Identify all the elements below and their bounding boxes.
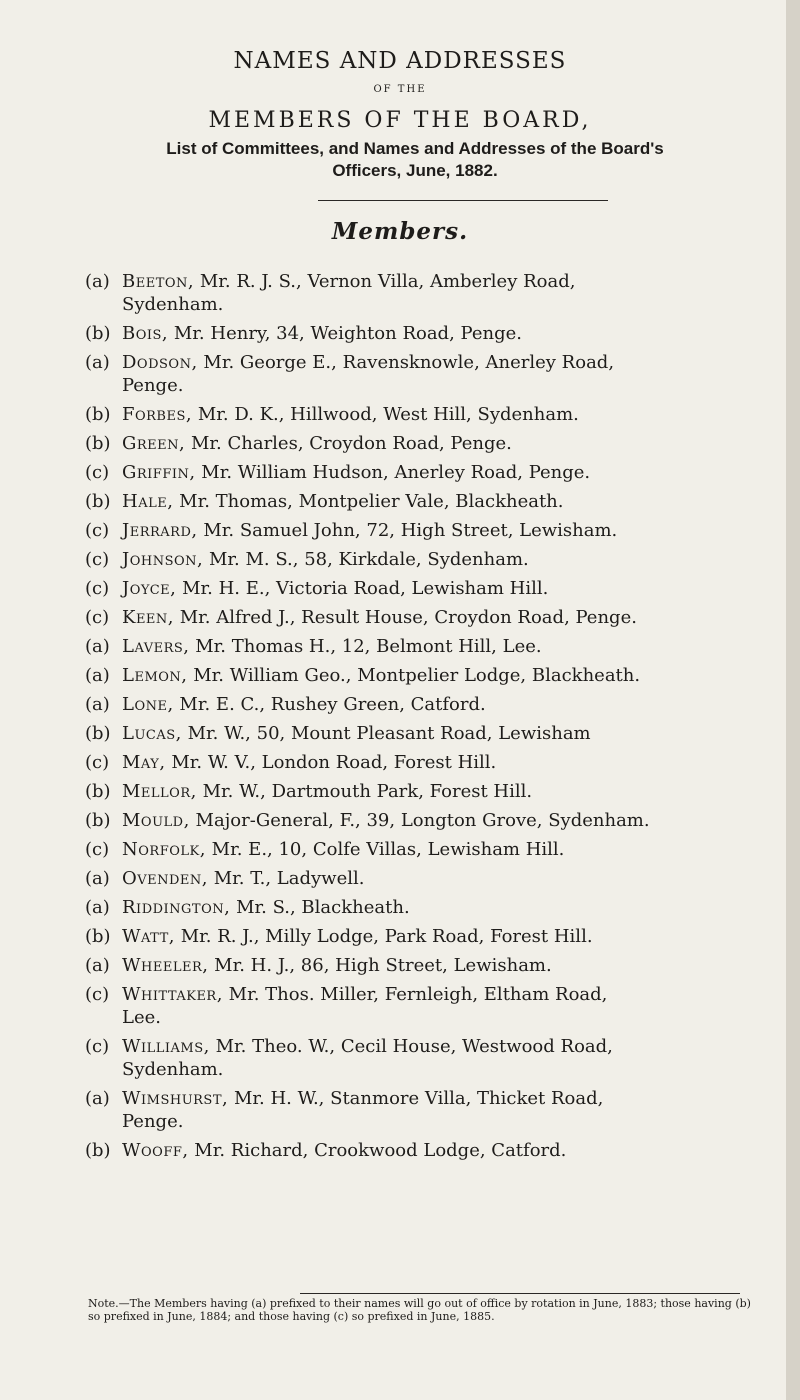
member-surname: Lucas, — [122, 723, 182, 744]
of-the-label: OF THE — [373, 84, 427, 95]
member-surname: Green, — [122, 433, 186, 454]
member-details: Mr. T., Ladywell. — [208, 868, 365, 889]
list-item — [85, 606, 765, 629]
member-details: Mr. Richard, Crookwood Lodge, Catford. — [188, 1140, 567, 1161]
member-surname: Dodson, — [122, 352, 198, 373]
list-item — [85, 1087, 765, 1133]
member-surname: Hale, — [122, 491, 174, 512]
committee-tag: (a) — [85, 271, 110, 292]
member-details: Mr. W., 50, Mount Pleasant Road, Lewisham — [181, 723, 591, 744]
member-details: Mr. M. S., 58, Kirkdale, Sydenham. — [203, 549, 529, 570]
member-surname: Joyce, — [122, 578, 177, 599]
member-surname: Ovenden, — [122, 868, 209, 889]
member-details: Mr. E., 10, Colfe Villas, Lewisham Hill. — [205, 839, 565, 860]
member-surname: Bois, — [122, 323, 169, 344]
list-item — [85, 490, 765, 513]
subtitle — [70, 138, 760, 182]
member-details: Mr. D. K., Hillwood, West Hill, Sydenham. — [192, 404, 579, 425]
list-item — [85, 351, 765, 397]
list-item — [85, 270, 765, 316]
member-address-continuation: Sydenham. — [122, 294, 224, 315]
committee-tag: (a) — [85, 694, 110, 715]
list-item — [85, 838, 765, 861]
committee-tag: (c) — [85, 984, 110, 1005]
member-details: Mr. R. J. S., Vernon Villa, Amberley Road, — [194, 271, 576, 292]
committee-tag: (b) — [85, 433, 111, 454]
list-item — [85, 925, 765, 948]
member-details: Mr. S., Blackheath. — [230, 897, 410, 918]
member-details: Mr. Thomas, Montpelier Vale, Blackheath. — [173, 491, 564, 512]
member-surname: May, — [122, 752, 166, 773]
list-item — [85, 896, 765, 919]
committee-tag: (b) — [85, 323, 111, 344]
committee-tag: (c) — [85, 462, 110, 483]
member-surname: Riddington, — [122, 897, 231, 918]
member-details: Mr. Theo. W., Cecil House, Westwood Road, — [209, 1036, 613, 1057]
member-surname: Whittaker, — [122, 984, 223, 1005]
list-item — [85, 954, 765, 977]
member-details: Major-General, F., 39, Longton Grove, Sydenham. — [189, 810, 650, 831]
list-item — [85, 519, 765, 542]
member-surname: Lavers, — [122, 636, 190, 657]
committee-tag: (a) — [85, 665, 110, 686]
member-details: Mr. H. W., Stanmore Villa, Thicket Road, — [228, 1088, 604, 1109]
committee-tag: (c) — [85, 607, 110, 628]
committee-tag: (a) — [85, 868, 110, 889]
member-details: Mr. William Geo., Montpelier Lodge, Blackheath. — [187, 665, 641, 686]
member-details: Mr. W., Dartmouth Park, Forest Hill. — [196, 781, 533, 802]
member-details: Mr. Charles, Croydon Road, Penge. — [185, 433, 512, 454]
committee-tag: (c) — [85, 839, 110, 860]
member-details: Mr. E. C., Rushey Green, Catford. — [173, 694, 486, 715]
member-address-continuation: Lee. — [122, 1007, 161, 1028]
member-details: Mr. Alfred J., Result House, Croydon Road, Penge. — [174, 607, 637, 628]
committee-tag: (a) — [85, 636, 110, 657]
subtitle-line-1: List of Committees, and Names and Addresses of the Board's — [166, 139, 664, 158]
member-surname: Keen, — [122, 607, 175, 628]
member-address-continuation: Sydenham. — [122, 1059, 224, 1080]
member-surname: Jerrard, — [122, 520, 198, 541]
board-title: MEMBERS OF THE BOARD, — [208, 108, 592, 133]
member-details: Mr. W. V., London Road, Forest Hill. — [165, 752, 497, 773]
committee-tag: (a) — [85, 955, 110, 976]
member-details: Mr. Thos. Miller, Fernleigh, Eltham Road, — [222, 984, 608, 1005]
subtitle-line-2: Officers, June, 1882. — [332, 161, 498, 180]
committee-tag: (b) — [85, 491, 111, 512]
list-item — [85, 722, 765, 745]
committee-tag: (c) — [85, 578, 110, 599]
committee-tag: (c) — [85, 1036, 110, 1057]
list-item — [85, 1139, 765, 1162]
committee-tag: (a) — [85, 897, 110, 918]
list-item — [85, 780, 765, 803]
committee-tag: (b) — [85, 404, 111, 425]
page-title: NAMES AND ADDRESSES — [233, 48, 567, 74]
member-details: Mr. William Hudson, Anerley Road, Penge. — [195, 462, 591, 483]
member-surname: Forbes, — [122, 404, 193, 425]
list-item — [85, 693, 765, 716]
member-details: Mr. Samuel John, 72, High Street, Lewisham. — [197, 520, 618, 541]
list-item — [85, 635, 765, 658]
list-item — [85, 664, 765, 687]
member-address-continuation: Penge. — [122, 1111, 184, 1132]
member-surname: Watt, — [122, 926, 175, 947]
list-item — [85, 809, 765, 832]
list-item — [85, 577, 765, 600]
member-surname: Lemon, — [122, 665, 188, 686]
member-surname: Beeton, — [122, 271, 195, 292]
member-surname: Williams, — [122, 1036, 210, 1057]
list-item — [85, 1035, 765, 1081]
member-surname: Mould, — [122, 810, 190, 831]
member-surname: Johnson, — [122, 549, 204, 570]
list-item — [85, 983, 765, 1029]
list-item — [85, 432, 765, 455]
members-list — [85, 270, 765, 1168]
member-surname: Lone, — [122, 694, 174, 715]
page-edge — [786, 0, 800, 1400]
committee-tag: (b) — [85, 781, 111, 802]
member-surname: Wimshurst, — [122, 1088, 229, 1109]
committee-tag: (a) — [85, 1088, 110, 1109]
committee-tag: (a) — [85, 352, 110, 373]
committee-tag: (b) — [85, 810, 111, 831]
list-item — [85, 461, 765, 484]
committee-tag: (c) — [85, 549, 110, 570]
list-item — [85, 403, 765, 426]
section-heading: Members. — [331, 218, 469, 245]
member-surname: Norfolk, — [122, 839, 206, 860]
member-address-continuation: Penge. — [122, 375, 184, 396]
title-divider — [318, 200, 608, 201]
member-surname: Wheeler, — [122, 955, 209, 976]
member-details: Mr. Thomas H., 12, Belmont Hill, Lee. — [189, 636, 542, 657]
list-item — [85, 751, 765, 774]
footnote: Note.—The Members having (a) prefixed to their names will go out of office by rotation in June, 1883; those having (b) so prefixed in June, 1884; and those having (c) so prefixed in June, 1885. — [88, 1297, 751, 1323]
committee-tag: (b) — [85, 723, 111, 744]
note-divider — [300, 1293, 740, 1294]
committee-tag: (b) — [85, 926, 111, 947]
member-details: Mr. H. J., 86, High Street, Lewisham. — [208, 955, 552, 976]
member-surname: Mellor, — [122, 781, 197, 802]
committee-tag: (c) — [85, 752, 110, 773]
member-surname: Griffin, — [122, 462, 196, 483]
list-item — [85, 867, 765, 890]
member-details: Mr. George E., Ravensknowle, Anerley Road, — [197, 352, 615, 373]
committee-tag: (b) — [85, 1140, 111, 1161]
list-item — [85, 322, 765, 345]
committee-tag: (c) — [85, 520, 110, 541]
list-item — [85, 548, 765, 571]
member-details: Mr. R. J., Milly Lodge, Park Road, Forest Hill. — [174, 926, 593, 947]
member-surname: Wooff, — [122, 1140, 189, 1161]
member-details: Mr. H. E., Victoria Road, Lewisham Hill. — [176, 578, 549, 599]
member-details: Mr. Henry, 34, Weighton Road, Penge. — [168, 323, 522, 344]
